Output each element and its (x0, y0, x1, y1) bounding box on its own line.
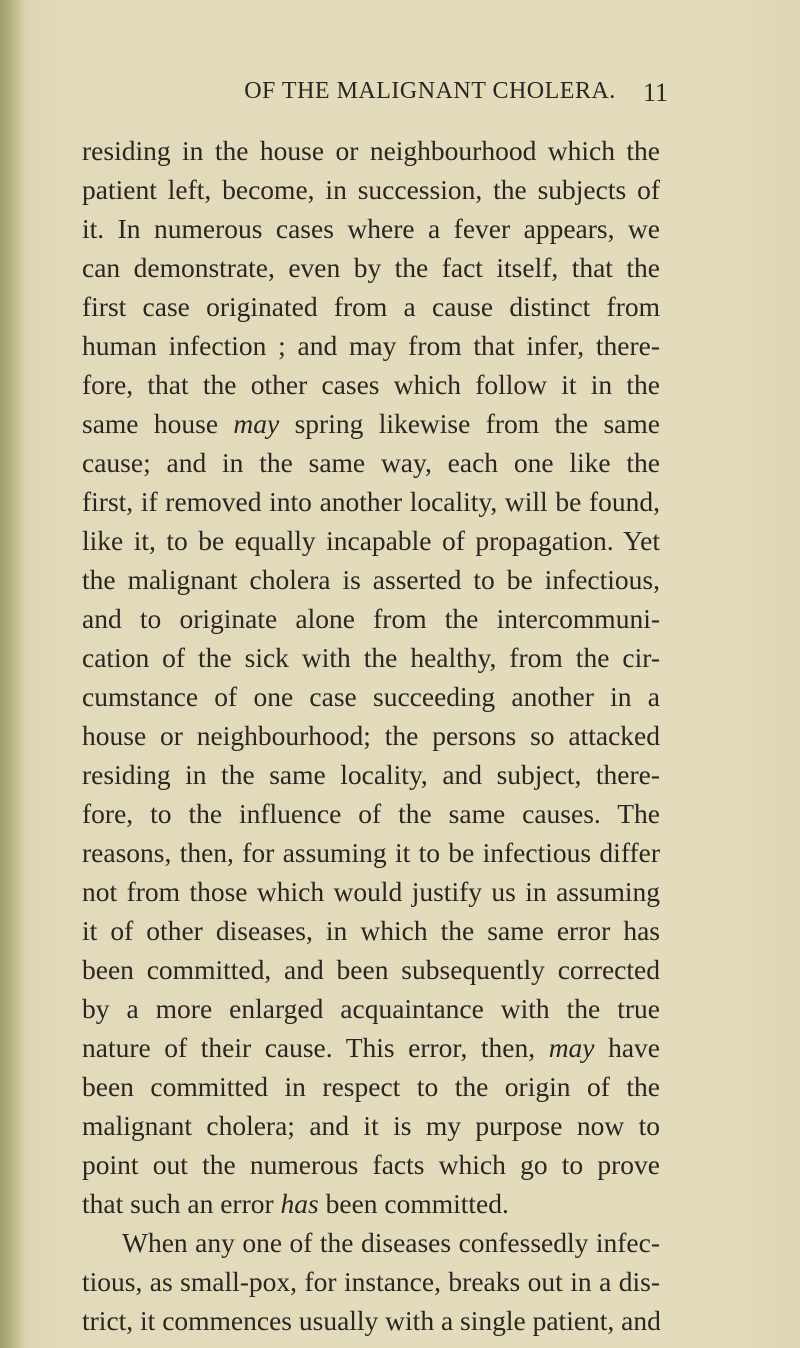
text-line (82, 833, 660, 872)
text-line (82, 677, 660, 716)
text-run: tious, as small-pox, for instance, breaks out in a dis- (82, 1266, 660, 1297)
text-run: the malignant cholera is asserted to be infectious, (82, 564, 660, 595)
text-run: have (594, 1032, 660, 1063)
text-line (82, 482, 660, 521)
text-run: by a more enlarged acquaintance with the true (82, 993, 660, 1024)
text-line (82, 716, 660, 755)
page-number: 11 (642, 78, 668, 107)
text-run: cause; and in the same way, each one like the (82, 447, 660, 478)
text-run: and to originate alone from the intercommuni- (82, 603, 660, 634)
text-run: fore, that the other cases which follow it in the (82, 369, 660, 400)
text-line (82, 209, 660, 248)
text-run: fore, to the influence of the same causes. The (82, 798, 660, 829)
spine-shadow (0, 0, 24, 1348)
text-line (82, 794, 660, 833)
text-line (82, 1106, 660, 1145)
text-line (82, 599, 660, 638)
body-text (82, 131, 660, 1340)
text-line (82, 1262, 660, 1301)
text-line (82, 989, 660, 1028)
italic-word: may (548, 1032, 595, 1063)
text-run: cumstance of one case succeeding another in a (82, 681, 660, 712)
text-run: can demonstrate, even by the fact itself, that the (82, 252, 660, 283)
text-run: patient left, become, in succession, the subjects of (82, 174, 660, 205)
text-run: first case originated from a cause distinct from (82, 291, 660, 322)
text-line (82, 326, 660, 365)
text-line (82, 1145, 660, 1184)
text-line (82, 560, 660, 599)
text-line (82, 755, 660, 794)
text-line (82, 365, 660, 404)
text-run: trict, it commences usually with a single patient, and (82, 1305, 661, 1336)
text-line (82, 404, 660, 443)
text-line (82, 950, 660, 989)
text-line (82, 1301, 660, 1340)
text-run: residing in the house or neighbourhood which the (82, 135, 660, 166)
text-run: residing in the same locality, and subject, there- (82, 759, 660, 790)
text-run: first, if removed into another locality, will be found, (82, 486, 660, 517)
text-line (82, 1028, 660, 1067)
text-run: been committed in respect to the origin of the (82, 1071, 660, 1102)
text-line (82, 911, 660, 950)
text-line (82, 1223, 660, 1262)
text-line (82, 1184, 660, 1223)
text-run: like it, to be equally incapable of propagation. Yet (82, 525, 660, 556)
text-run: reasons, then, for assuming it to be infectious differ (82, 837, 660, 868)
text-run: not from those which would justify us in assuming (82, 876, 660, 907)
text-run: that such an error (82, 1188, 281, 1219)
text-run: it. In numerous cases where a fever appears, we (82, 213, 660, 244)
text-line (82, 131, 660, 170)
text-run: malignant cholera; and it is my purpose now to (82, 1110, 660, 1141)
text-run: point out the numerous facts which go to prove (82, 1149, 660, 1180)
text-run: been committed. (318, 1188, 509, 1219)
text-run: nature of their cause. This error, then, (82, 1032, 549, 1063)
text-run: cation of the sick with the healthy, from the cir- (82, 642, 660, 673)
text-line (82, 872, 660, 911)
text-run: same house (82, 408, 234, 439)
text-line (82, 248, 660, 287)
running-head: OF THE MALIGNANT CHOLERA. (244, 78, 616, 104)
text-run: house or neighbourhood; the persons so attacked (82, 720, 660, 751)
text-run: When any one of the diseases confessedly infec- (122, 1227, 660, 1258)
text-run: human infection ; and may from that infer, there- (82, 330, 660, 361)
text-run: spring likewise from the same (279, 408, 660, 439)
text-run: been committed, and been subsequently corrected (82, 954, 660, 985)
text-line (82, 638, 660, 677)
text-line (82, 443, 660, 482)
text-line (82, 521, 660, 560)
text-line (82, 287, 660, 326)
text-line (82, 1067, 660, 1106)
italic-word: has (280, 1188, 319, 1219)
italic-word: may (233, 408, 280, 439)
text-run: it of other diseases, in which the same error has (82, 915, 660, 946)
text-line (82, 170, 660, 209)
